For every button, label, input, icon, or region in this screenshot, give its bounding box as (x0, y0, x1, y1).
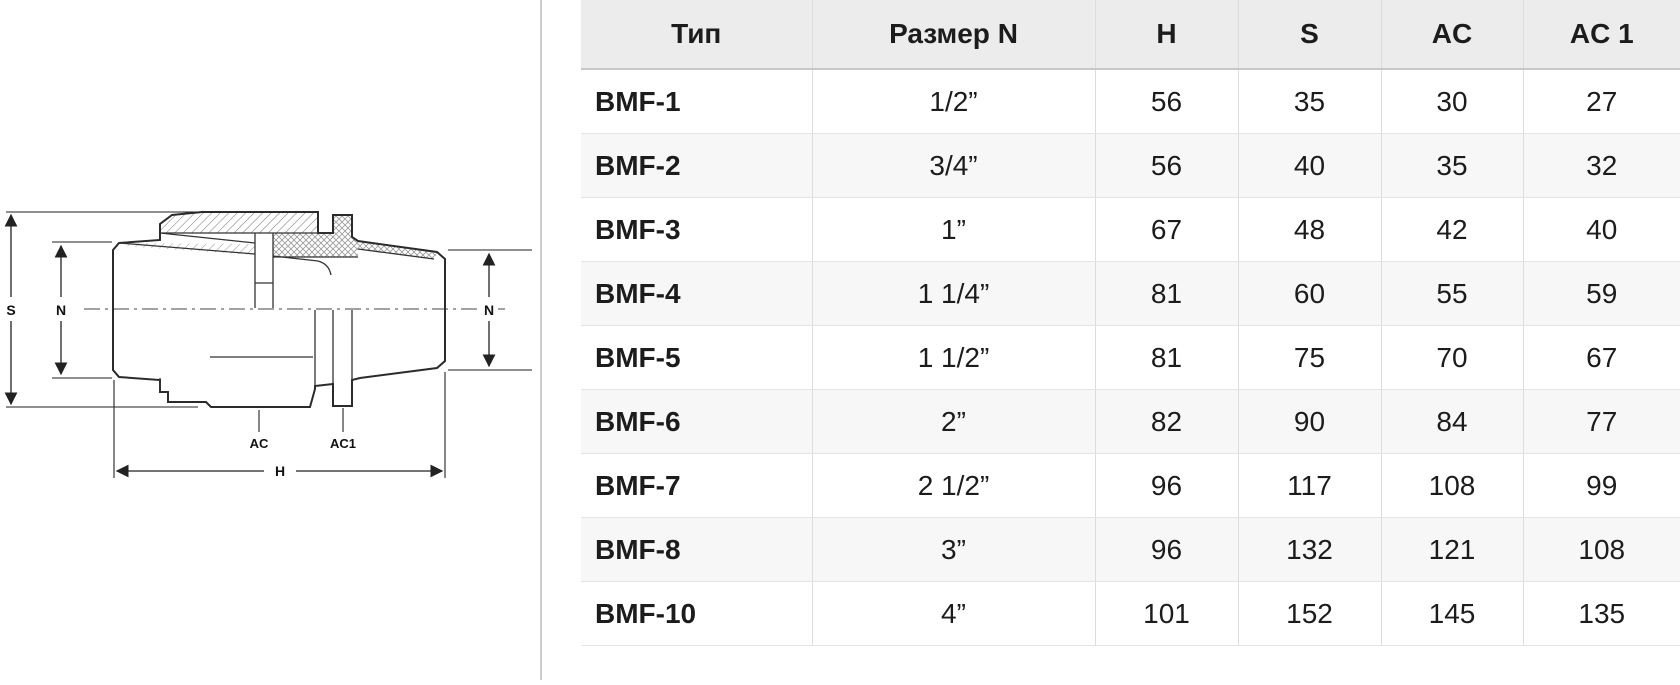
header-row (581, 0, 1680, 69)
cell-s: 152 (1238, 582, 1381, 646)
cell-ac: 55 (1381, 262, 1523, 326)
col-header-size-n: Размер N (812, 0, 1095, 69)
col-header-type: Тип (581, 0, 812, 69)
cell-type: BMF-10 (581, 582, 812, 646)
cell-ac: 30 (1381, 69, 1523, 134)
col-header-ac1: AC 1 (1523, 0, 1680, 69)
cell-s: 40 (1238, 134, 1381, 198)
cell-size: 1 1/2” (812, 326, 1095, 390)
cell-h: 56 (1095, 69, 1238, 134)
cell-s: 35 (1238, 69, 1381, 134)
cell-ac1: 99 (1523, 454, 1680, 518)
cell-size: 2” (812, 390, 1095, 454)
cell-ac: 35 (1381, 134, 1523, 198)
cell-ac: 145 (1381, 582, 1523, 646)
cell-size: 2 1/2” (812, 454, 1095, 518)
table-row (581, 582, 1680, 646)
cell-type: BMF-5 (581, 326, 812, 390)
cell-s: 75 (1238, 326, 1381, 390)
col-header-ac: AC (1381, 0, 1523, 69)
cell-s: 60 (1238, 262, 1381, 326)
dim-label-s: S (6, 302, 16, 318)
table-row (581, 390, 1680, 454)
cell-ac1: 27 (1523, 69, 1680, 134)
table-row (581, 134, 1680, 198)
cell-type: BMF-1 (581, 69, 812, 134)
dim-label-ac1: AC1 (329, 436, 357, 451)
cell-type: BMF-8 (581, 518, 812, 582)
cell-ac1: 135 (1523, 582, 1680, 646)
table-row (581, 518, 1680, 582)
cell-h: 96 (1095, 518, 1238, 582)
dim-label-n-right: N (483, 302, 495, 318)
cell-h: 81 (1095, 326, 1238, 390)
cell-type: BMF-7 (581, 454, 812, 518)
cell-ac1: 67 (1523, 326, 1680, 390)
spec-table (581, 0, 1680, 646)
cell-type: BMF-3 (581, 198, 812, 262)
cell-h: 82 (1095, 390, 1238, 454)
table-row (581, 326, 1680, 390)
fitting-drawing (0, 0, 541, 680)
table-row (581, 198, 1680, 262)
cell-size: 3” (812, 518, 1095, 582)
cell-s: 117 (1238, 454, 1381, 518)
cell-ac: 70 (1381, 326, 1523, 390)
dim-label-n-left: N (55, 302, 67, 318)
dim-label-h: H (274, 463, 286, 479)
dim-label-ac: AC (249, 436, 269, 451)
cell-size: 1/2” (812, 69, 1095, 134)
table-row (581, 454, 1680, 518)
cell-ac: 108 (1381, 454, 1523, 518)
cell-type: BMF-6 (581, 390, 812, 454)
cell-ac: 84 (1381, 390, 1523, 454)
cell-size: 1 1/4” (812, 262, 1095, 326)
cell-ac1: 77 (1523, 390, 1680, 454)
pane-divider (540, 0, 542, 680)
cell-size: 4” (812, 582, 1095, 646)
extension-lines (6, 212, 532, 478)
cell-ac: 121 (1381, 518, 1523, 582)
col-header-s: S (1238, 0, 1381, 69)
col-header-h: H (1095, 0, 1238, 69)
cell-size: 1” (812, 198, 1095, 262)
spec-table-wrap (581, 0, 1680, 646)
cell-h: 56 (1095, 134, 1238, 198)
fitting-drawing-pane (0, 0, 541, 680)
cell-h: 67 (1095, 198, 1238, 262)
cell-s: 48 (1238, 198, 1381, 262)
cell-ac1: 59 (1523, 262, 1680, 326)
cell-size: 3/4” (812, 134, 1095, 198)
table-row (581, 69, 1680, 134)
cell-ac1: 40 (1523, 198, 1680, 262)
cell-type: BMF-2 (581, 134, 812, 198)
section-hatch-nut (160, 212, 318, 233)
cell-h: 81 (1095, 262, 1238, 326)
cell-s: 132 (1238, 518, 1381, 582)
cell-ac1: 108 (1523, 518, 1680, 582)
cell-h: 96 (1095, 454, 1238, 518)
table-row (581, 262, 1680, 326)
cell-s: 90 (1238, 390, 1381, 454)
cell-type: BMF-4 (581, 262, 812, 326)
cell-ac1: 32 (1523, 134, 1680, 198)
cell-h: 101 (1095, 582, 1238, 646)
cell-ac: 42 (1381, 198, 1523, 262)
fitting-inner-lines (119, 233, 434, 392)
